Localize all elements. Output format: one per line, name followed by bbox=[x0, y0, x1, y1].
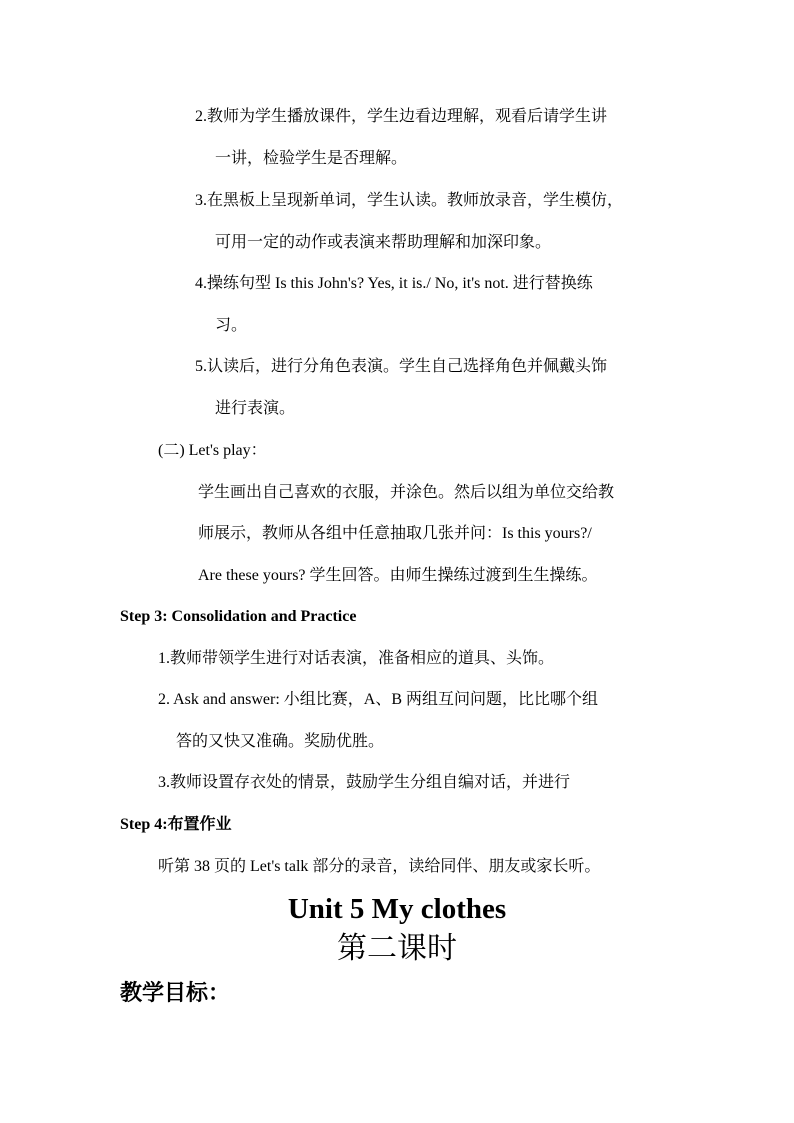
section-heading: 教学目标： bbox=[120, 980, 231, 1005]
text-line: 学生画出自己喜欢的衣服，并涂色。然后以组为单位交给教 bbox=[198, 484, 615, 501]
text-line: 进行表演。 bbox=[215, 400, 296, 417]
text-line: 一讲，检验学生是否理解。 bbox=[215, 150, 408, 167]
text-line: 习。 bbox=[215, 317, 248, 334]
lesson-subtitle: 第二课时 bbox=[337, 932, 457, 965]
unit-title: Unit 5 My clothes bbox=[287, 893, 507, 925]
text-line: 师展示，教师从各组中任意抽取几张并问：Is this yours?/ bbox=[198, 525, 592, 542]
step-heading: Step 4:布置作业 bbox=[120, 816, 232, 833]
text-line: Are these yours? 学生回答。由师生操练过渡到生生操练。 bbox=[198, 567, 598, 584]
text-line: 听第 38 页的 Let's talk 部分的录音，读给同伴、朋友或家长听。 bbox=[158, 858, 601, 875]
text-line: 答的又快又准确。奖励优胜。 bbox=[176, 733, 385, 750]
text-line: (二) Let's play： bbox=[158, 442, 267, 459]
text-line: 2.教师为学生播放课件，学生边看边理解，观看后请学生讲 bbox=[195, 108, 608, 125]
text-line: 4.操练句型 Is this John's? Yes, it is./ No, it's not. 进行替换练 bbox=[195, 275, 593, 292]
text-line: 1.教师带领学生进行对话表演，准备相应的道具、头饰。 bbox=[158, 650, 555, 667]
text-line: 3.教师设置存衣处的情景，鼓励学生分组自编对话，并进行 bbox=[158, 774, 571, 791]
text-line: 2. Ask and answer: 小组比赛，A、B 两组互问问题，比比哪个组 bbox=[158, 691, 598, 708]
text-line: 可用一定的动作或表演来帮助理解和加深印象。 bbox=[215, 234, 552, 251]
text-line: 5.认读后，进行分角色表演。学生自己选择角色并佩戴头饰 bbox=[195, 358, 608, 375]
text-line: 3.在黑板上呈现新单词，学生认读。教师放录音，学生模仿， bbox=[195, 192, 624, 209]
step-heading: Step 3: Consolidation and Practice bbox=[120, 608, 357, 625]
